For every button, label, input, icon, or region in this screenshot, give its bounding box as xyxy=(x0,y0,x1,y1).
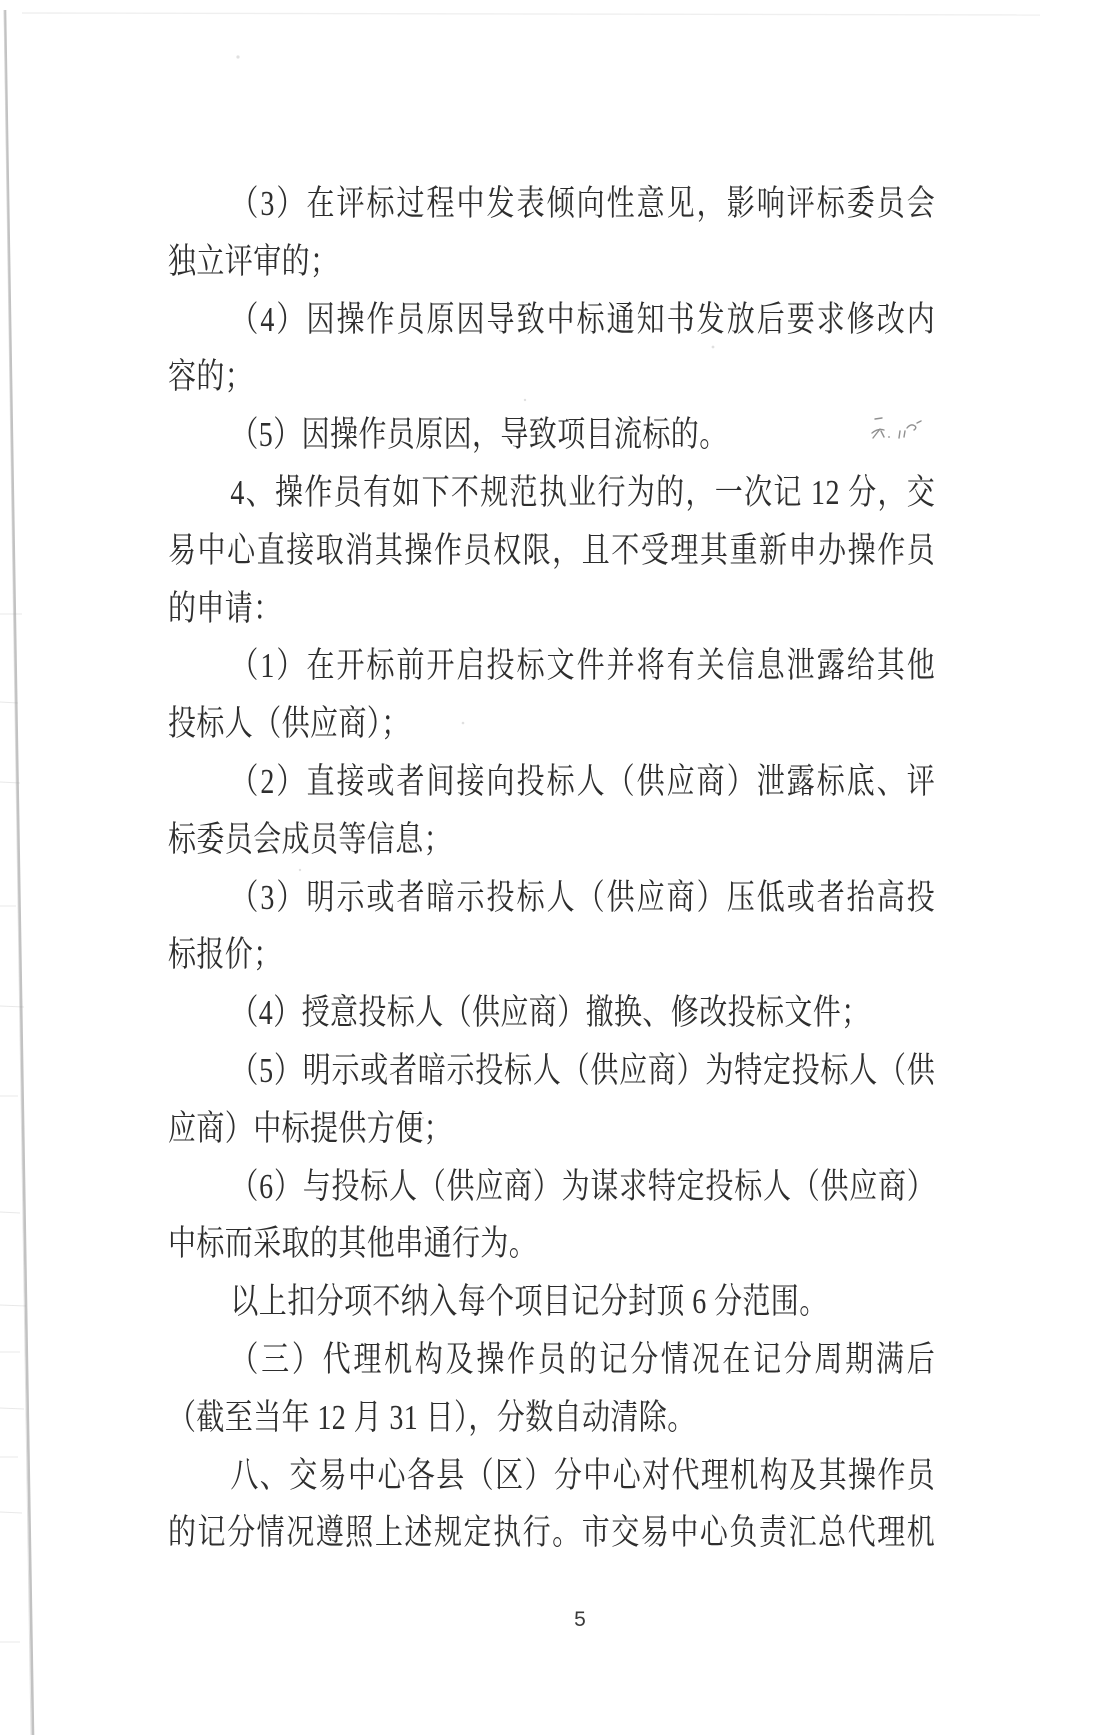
text-line: 八、交易中心各县（区）分中心对代理机构及其操作员 xyxy=(230,1455,936,1495)
text-line: （2）直接或者间接向投标人（供应商）泄露标底、评 xyxy=(230,761,936,801)
text-line: （3）在评标过程中发表倾向性意见，影响评标委员会 xyxy=(230,184,936,223)
text-line: 的申请： xyxy=(168,588,282,628)
text-line: （5）因操作员原因，导致项目流标的。 xyxy=(230,415,728,455)
text-line: （6）与投标人（供应商）为谋求特定投标人（供应商） xyxy=(230,1166,936,1206)
page-number: 5 xyxy=(574,1608,586,1631)
text-line: 的记分情况遵照上述规定执行。市交易中心负责汇总代理机 xyxy=(168,1513,936,1553)
text-line: （5）明示或者暗示投标人（供应商）为特定投标人（供 xyxy=(230,1050,936,1090)
text-line: （4）授意投标人（供应商）撤换、修改投标文件； xyxy=(230,993,870,1033)
document-body xyxy=(168,175,935,1562)
text-line: 投标人（供应商）； xyxy=(168,704,410,744)
text-line: 应商）中标提供方便； xyxy=(168,1108,453,1148)
text-line: （3）明示或者暗示投标人（供应商）压低或者抬高投 xyxy=(230,877,936,917)
text-line: （1）在开标前开启投标文件并将有关信息泄露给其他 xyxy=(230,646,936,686)
text-line: （4）因操作员原因导致中标通知书发放后要求修改内 xyxy=(230,299,936,339)
text-line: 易中心直接取消其操作员权限，且不受理其重新申办操作员 xyxy=(168,530,936,570)
text-line: 中标而采取的其他串通行为。 xyxy=(168,1224,538,1264)
text-line: 容的； xyxy=(168,357,254,397)
text-line: 4、操作员有如下不规范执业行为的，一次记 12 分，交 xyxy=(230,472,936,512)
text-line: 标报价； xyxy=(168,935,282,975)
text-line: 标委员会成员等信息； xyxy=(168,819,453,859)
text-line: 独立评审的； xyxy=(168,241,339,281)
text-line: 以上扣分项不纳入每个项目记分封顶 6 分范围。 xyxy=(230,1282,828,1322)
text-line: （截至当年 12 月 31 日），分数自动清除。 xyxy=(168,1397,696,1437)
text-line: （三）代理机构及操作员的记分情况在记分周期满后 xyxy=(230,1339,936,1379)
